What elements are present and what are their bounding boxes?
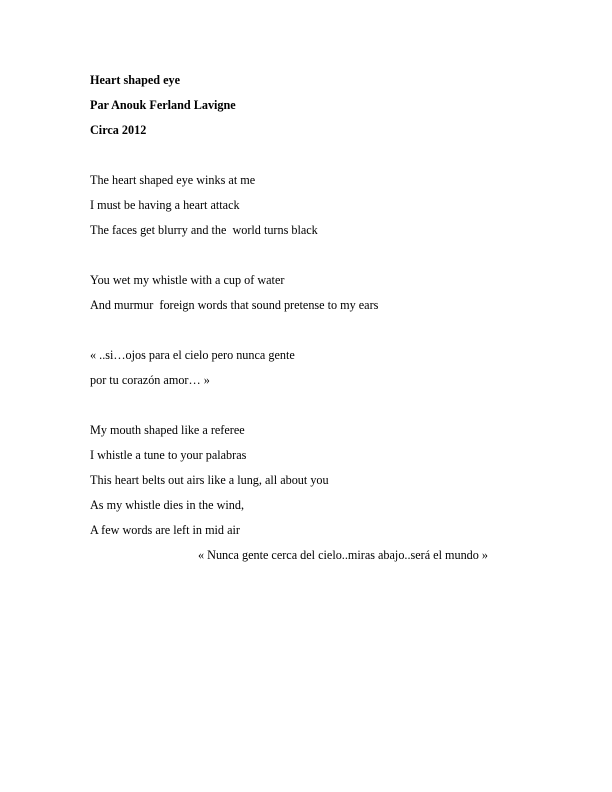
poem-line: As my whistle dies in the wind,: [90, 498, 245, 512]
poem-author: Par Anouk Ferland Lavigne: [90, 98, 236, 112]
poem-line: This heart belts out airs like a lung, all about you: [90, 473, 329, 487]
poem-line: A few words are left in mid air: [90, 523, 240, 537]
poem-line: And murmur foreign words that sound pretense to my ears: [90, 298, 379, 312]
poem-title: Heart shaped eye: [90, 73, 181, 87]
poem-line: The faces get blurry and the world turns black: [90, 223, 318, 237]
poem-date: Circa 2012: [90, 123, 147, 137]
closing-quote: « Nunca gente cerca del cielo..miras abajo..será el mundo »: [198, 548, 489, 562]
poem-line: You wet my whistle with a cup of water: [90, 273, 285, 287]
poem-line: My mouth shaped like a referee: [90, 423, 245, 437]
poem-line: The heart shaped eye winks at me: [90, 173, 256, 187]
poem-line: I must be having a heart attack: [90, 198, 240, 212]
poem-line: « ..si…ojos para el cielo pero nunca gente: [90, 348, 295, 362]
poem-line: I whistle a tune to your palabras: [90, 448, 247, 462]
poem-line: por tu corazón amor… »: [90, 373, 210, 387]
